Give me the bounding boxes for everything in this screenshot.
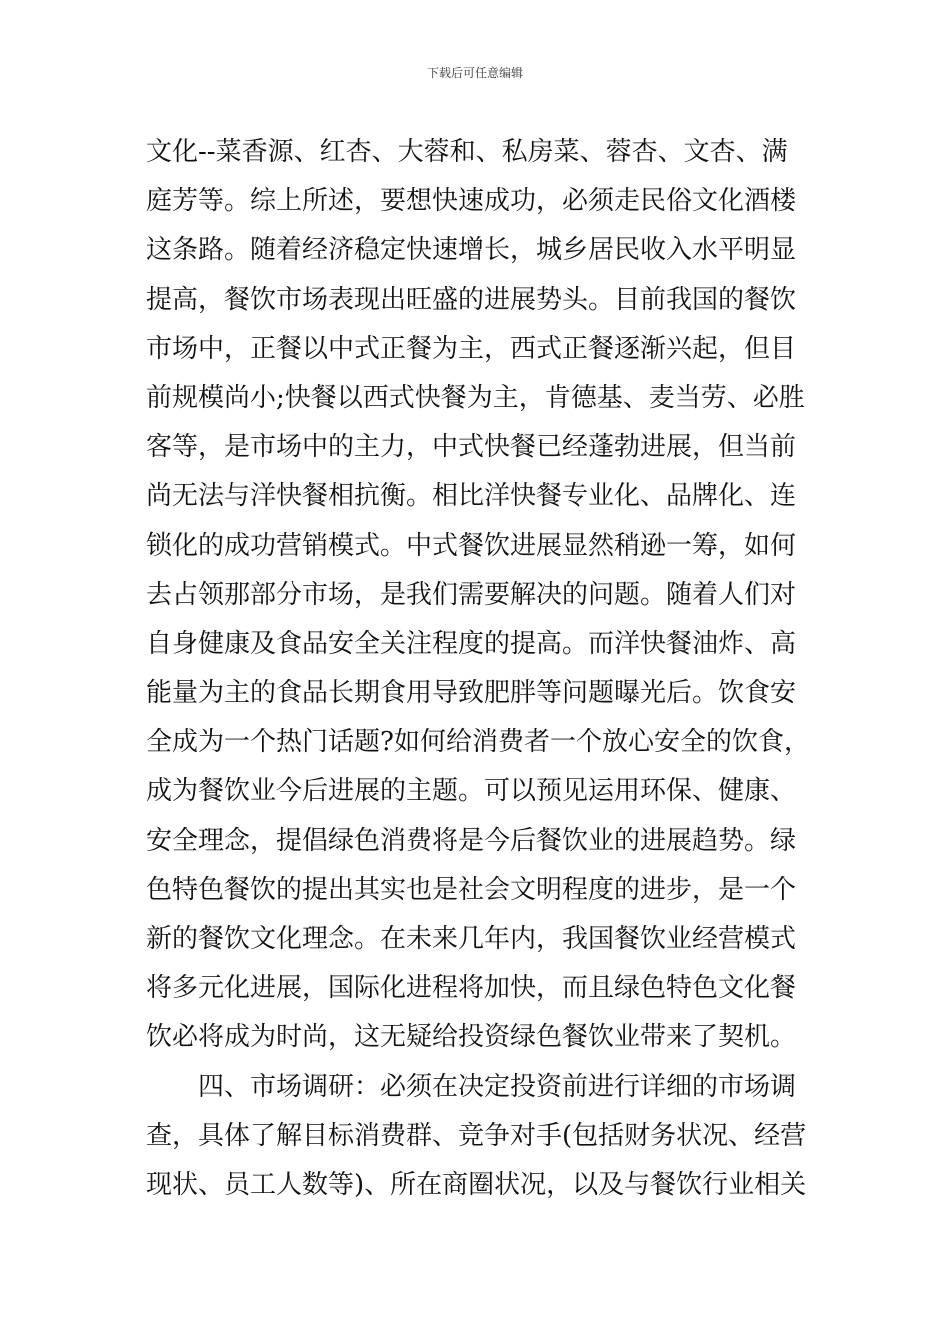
text-line: 锁化的成功营销模式。中式餐饮进展显然稍逊一筹，如何 <box>146 530 797 561</box>
text-line: 客等，是市场中的主力，中式快餐已经蓬勃进展，但当前 <box>146 432 797 463</box>
text-line: 将多元化进展，国际化进程将加快，而且绿色特色文化餐 <box>146 973 797 1004</box>
text-line: 自身健康及食品安全关注程度的提高。而洋快餐油炸、高 <box>146 628 797 659</box>
document-body <box>146 128 816 1210</box>
text-line: 去占领那部分市场，是我们需要解决的问题。随着人们对 <box>146 579 797 610</box>
text-line: 前规模尚小;快餐以西式快餐为主，肯德基、麦当劳、必胜 <box>146 382 805 413</box>
header-note: 下载后可任意编辑 <box>426 66 523 80</box>
paragraph-start-line: 四、市场调研：必须在决定投资前进行详细的市场调 <box>198 1071 797 1102</box>
text-line: 这条路。随着经济稳定快速增长，城乡居民收入水平明显 <box>146 235 797 266</box>
text-line: 成为餐饮业今后进展的主题。可以预见运用环保、健康、 <box>146 776 797 807</box>
text-line: 庭芳等。综上所述，要想快速成功，必须走民俗文化酒楼 <box>146 186 797 217</box>
text-line: 全成为一个热门话题?如何给消费者一个放心安全的饮食， <box>146 727 810 758</box>
text-line: 查，具体了解目标消费群、竞争对手(包括财务状况、经营 <box>146 1120 807 1151</box>
text-line: 文化--菜香源、红杏、大蓉和、私房菜、蓉杏、文杏、满 <box>146 137 788 167</box>
text-line: 现状、员工人数等)、所在商圈状况，以及与餐饮行业相关 <box>146 1169 807 1200</box>
text-line: 尚无法与洋快餐相抗衡。相比洋快餐专业化、品牌化、连 <box>146 481 797 512</box>
text-line: 色特色餐饮的提出其实也是社会文明程度的进步，是一个 <box>146 874 797 905</box>
text-line: 饮必将成为时尚，这无疑给投资绿色餐饮业带来了契机。 <box>146 1022 797 1053</box>
text-line: 能量为主的食品长期食用导致肥胖等问题曝光后。饮食安 <box>146 678 797 709</box>
text-line: 安全理念，提倡绿色消费将是今后餐饮业的进展趋势。绿 <box>146 825 797 856</box>
text-line: 市场中，正餐以中式正餐为主，西式正餐逐渐兴起，但目 <box>146 333 797 364</box>
text-line: 新的餐饮文化理念。在未来几年内，我国餐饮业经营模式 <box>146 924 797 954</box>
text-line: 提高，餐饮市场表现出旺盛的进展势头。目前我国的餐饮 <box>146 284 797 315</box>
